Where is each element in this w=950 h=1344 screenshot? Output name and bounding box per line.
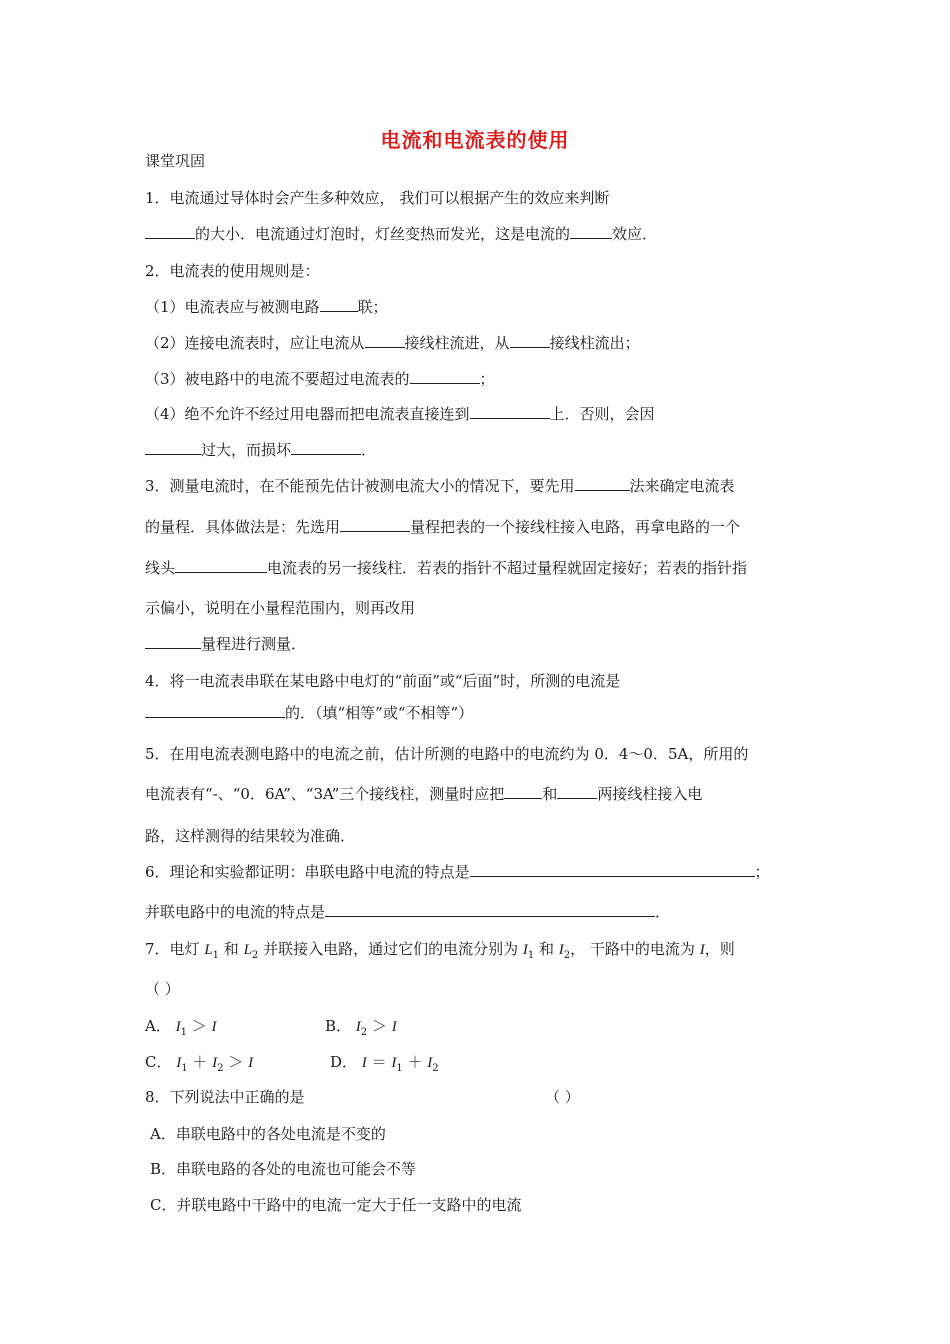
blank (504, 784, 542, 799)
section-heading: 课堂巩固 (145, 152, 206, 170)
question-7-answer-paren: （ ） (145, 980, 180, 998)
blank (145, 703, 285, 718)
question-4-line-1: 4．将一电流表串联在某电路中电灯的“前面”或“后面”时，所测的电流是 (145, 672, 621, 690)
question-8-stem: 8．下列说法中正确的是 (145, 1088, 305, 1106)
question-8-answer-paren: （ ） (545, 1088, 580, 1106)
question-8-option-a[interactable]: A．串联电路中的各处电流是不变的 (150, 1125, 386, 1143)
blank (320, 297, 358, 312)
question-5-line-3: 路，这样测得的结果较为准确． (145, 827, 356, 845)
blank (570, 224, 612, 239)
question-2-rule-1: （1）电流表应与被测电路 联； (145, 298, 388, 316)
blank (510, 333, 550, 348)
blank (325, 902, 655, 917)
page-title: 电流和电流表的使用 (380, 128, 570, 152)
question-7-option-a[interactable]: A． $I_1 > I$ (145, 1017, 217, 1038)
blank (410, 369, 480, 384)
question-7-option-c[interactable]: C． $I_1 + I_2 > I$ (145, 1053, 254, 1074)
blank (470, 862, 755, 877)
question-7-stem: 7．电灯 $L_1$ 和 $L_2$ 并联接入电路，通过它们的电流分别为 $I_1$ 和 $I_2$， 干路中的电流为 I，则 (145, 940, 735, 961)
blank (145, 634, 201, 649)
question-3-line-5: 量程进行测量． (145, 634, 306, 654)
blank (175, 558, 267, 573)
question-1-line-2: 的大小．电流通过灯泡时，灯丝变热而发光，这是电流的 效应． (145, 224, 657, 244)
blank (145, 440, 201, 455)
question-2-heading: 2．电流表的使用规则是： (145, 262, 320, 280)
blank (145, 224, 195, 239)
blank (470, 404, 550, 419)
question-5-line-2: 电流表有“-、“0．6A”、“3A”三个接线柱，测量时应把 和 两接线柱接入电 (145, 785, 703, 803)
question-7-option-b[interactable]: B． $I_2 > I$ (325, 1017, 397, 1038)
question-2-rule-2: （2）连接电流表时，应让电流从 接线柱流进，从 接线柱流出； (145, 334, 640, 352)
question-8-option-b[interactable]: B．串联电路的各处的电流也可能会不等 (150, 1160, 417, 1178)
blank (365, 333, 405, 348)
question-8-option-c[interactable]: C．并联电路中干路中的电流一定大于任一支路中的电流 (150, 1196, 522, 1214)
question-3-line-3: 线头 电流表的另一接线柱．若表的指针不超过量程就固定接好；若表的指针指 (145, 559, 748, 577)
blank (291, 440, 361, 455)
question-6-line-2: 并联电路中的电流的特点是 ． (145, 903, 671, 921)
question-2-rule-4-cont: 过大，而损坏 ． (145, 440, 376, 460)
question-2-rule-4: （4）绝不允许不经过用电器而把电流表直接连到 上．否则，会因 (145, 405, 655, 423)
question-4-line-2: 的．（填“相等”或“不相等”） (145, 703, 473, 723)
blank (575, 476, 630, 491)
blank (340, 517, 410, 532)
question-3-line-4: 示偏小，说明在小量程范围内，则再改用 (145, 599, 416, 617)
blank (557, 784, 597, 799)
question-5-line-1: 5．在用电流表测电路中的电流之前，估计所测的电路中的电流约为 0．4～0．5A，所用的 (145, 745, 749, 763)
question-7-option-d[interactable]: D． $I = I_1 + I_2$ (330, 1053, 439, 1074)
question-1-line-1: 1．电流通过导体时会产生多种效应， 我们可以根据产生的效应来判断 (145, 189, 610, 207)
question-6-line-1: 6．理论和实验都证明：串联电路中电流的特点是 ； (145, 863, 770, 881)
question-3-line-1: 3．测量电流时，在不能预先估计被测电流大小的情况下，要先用 法来确定电流表 (145, 477, 735, 495)
question-3-line-2: 的量程．具体做法是：先选用 量程把表的一个接线柱接入电路，再拿电路的一个 (145, 518, 741, 536)
question-2-rule-3: （3）被电路中的电流不要超过电流表的 ； (145, 370, 495, 388)
